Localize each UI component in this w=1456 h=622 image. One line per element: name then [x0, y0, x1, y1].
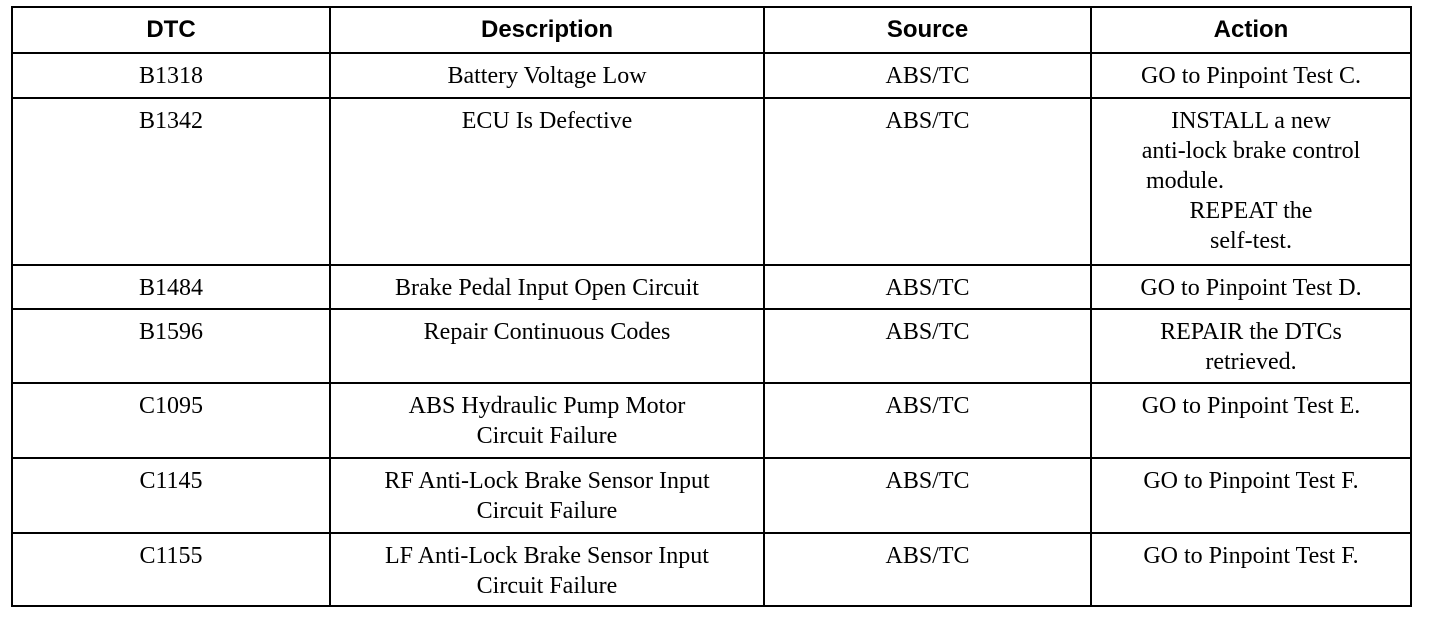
- description-line: Battery Voltage Low: [447, 63, 647, 89]
- source-cell: ABS/TC: [764, 383, 1091, 458]
- action-line: REPEAT the: [1189, 198, 1313, 224]
- dtc-cell: C1095: [12, 383, 330, 458]
- header-action: Action: [1091, 7, 1411, 53]
- action-line: GO to Pinpoint Test E.: [1141, 393, 1361, 419]
- description-cell: [330, 383, 764, 458]
- action-cell: [1091, 458, 1411, 533]
- table-row: [12, 265, 1411, 309]
- action-line: INSTALL a new: [1171, 108, 1331, 134]
- table-row: [12, 458, 1411, 533]
- action-line: self-test.: [1210, 228, 1292, 254]
- description-line: Circuit Failure: [476, 573, 618, 599]
- description-cell: [330, 265, 764, 309]
- action-cell: [1091, 53, 1411, 98]
- action-line: module.: [1146, 168, 1224, 194]
- description-cell: [330, 309, 764, 383]
- description-line: Circuit Failure: [476, 423, 618, 449]
- dtc-cell: B1342: [12, 98, 330, 265]
- action-line: retrieved.: [1205, 349, 1297, 375]
- description-line: Circuit Failure: [476, 498, 618, 524]
- source-cell: ABS/TC: [764, 309, 1091, 383]
- source-cell: ABS/TC: [764, 265, 1091, 309]
- action-cell: [1091, 98, 1411, 265]
- action-line: GO to Pinpoint Test F.: [1143, 468, 1359, 494]
- action-cell: [1091, 533, 1411, 606]
- description-line: Repair Continuous Codes: [423, 319, 671, 345]
- action-line: GO to Pinpoint Test D.: [1140, 275, 1362, 301]
- description-line: ABS Hydraulic Pump Motor: [408, 393, 686, 419]
- description-line: LF Anti-Lock Brake Sensor Input: [385, 543, 709, 569]
- dtc-cell: C1155: [12, 533, 330, 606]
- table-row: [12, 533, 1411, 606]
- description-cell: [330, 98, 764, 265]
- description-cell: [330, 533, 764, 606]
- table-row: [12, 53, 1411, 98]
- source-cell: ABS/TC: [764, 53, 1091, 98]
- source-cell: ABS/TC: [764, 533, 1091, 606]
- source-cell: ABS/TC: [764, 458, 1091, 533]
- source-cell: ABS/TC: [764, 98, 1091, 265]
- dtc-cell: B1484: [12, 265, 330, 309]
- dtc-cell: C1145: [12, 458, 330, 533]
- table-row: [12, 309, 1411, 383]
- action-line: REPAIR the DTCs: [1160, 319, 1342, 345]
- table-row: [12, 383, 1411, 458]
- dtc-cell: B1596: [12, 309, 330, 383]
- header-row: [12, 7, 1411, 53]
- description-line: ECU Is Defective: [461, 108, 633, 134]
- description-line: Brake Pedal Input Open Circuit: [395, 275, 699, 301]
- header-source: Source: [764, 7, 1091, 53]
- description-cell: [330, 53, 764, 98]
- dtc-cell: B1318: [12, 53, 330, 98]
- description-cell: [330, 458, 764, 533]
- action-line: GO to Pinpoint Test F.: [1143, 543, 1359, 569]
- action-cell: [1091, 265, 1411, 309]
- header-dtc: DTC: [12, 7, 330, 53]
- action-line: GO to Pinpoint Test C.: [1141, 63, 1361, 89]
- header-description: Description: [330, 7, 764, 53]
- description-line: RF Anti-Lock Brake Sensor Input: [384, 468, 710, 494]
- table-row: [12, 98, 1411, 265]
- action-line: anti-lock brake control: [1141, 138, 1361, 164]
- dtc-table: [11, 6, 1412, 607]
- action-cell: [1091, 309, 1411, 383]
- action-cell: [1091, 383, 1411, 458]
